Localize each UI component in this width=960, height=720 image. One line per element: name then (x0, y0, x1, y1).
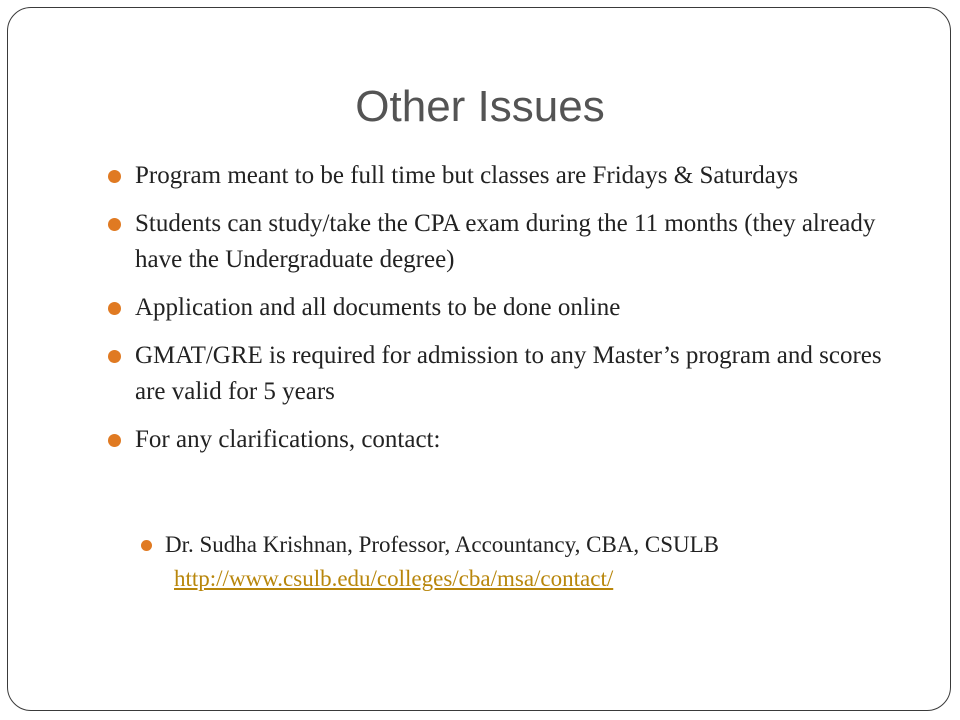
bullet-dot-icon (108, 170, 121, 183)
bullet-dot-icon (108, 350, 121, 363)
bullet-item (106, 422, 906, 458)
bullet-dot-icon (108, 434, 121, 447)
bullet-dot-icon (108, 218, 121, 231)
contact-sub-list (136, 528, 896, 596)
bullet-item (106, 290, 906, 326)
bullet-dot-icon (108, 302, 121, 315)
slide-title: Other Issues (355, 82, 605, 131)
contact-item (136, 528, 896, 562)
bullet-item (106, 338, 906, 410)
bullet-text: Application and all documents to be done online (135, 294, 621, 321)
bullet-text: Program meant to be full time but classes are Fridays & Saturdays (135, 162, 799, 189)
bullet-item (106, 158, 906, 194)
bullet-item (106, 206, 906, 278)
bullet-text: GMAT/GRE is required for admission to any Master’s program and scores are valid for 5 years (135, 342, 882, 405)
bullet-text: For any clarifications, contact: (135, 426, 441, 453)
bullet-text: Students can study/take the CPA exam during the 11 months (they already have the Undergraduate degree) (135, 210, 876, 273)
bullet-list (106, 158, 906, 470)
contact-text: Dr. Sudha Krishnan, Professor, Accountancy, CBA, CSULB (165, 532, 720, 557)
bullet-dot-icon (141, 540, 152, 551)
contact-link[interactable]: http://www.csulb.edu/colleges/cba/msa/contact/ (174, 566, 614, 591)
